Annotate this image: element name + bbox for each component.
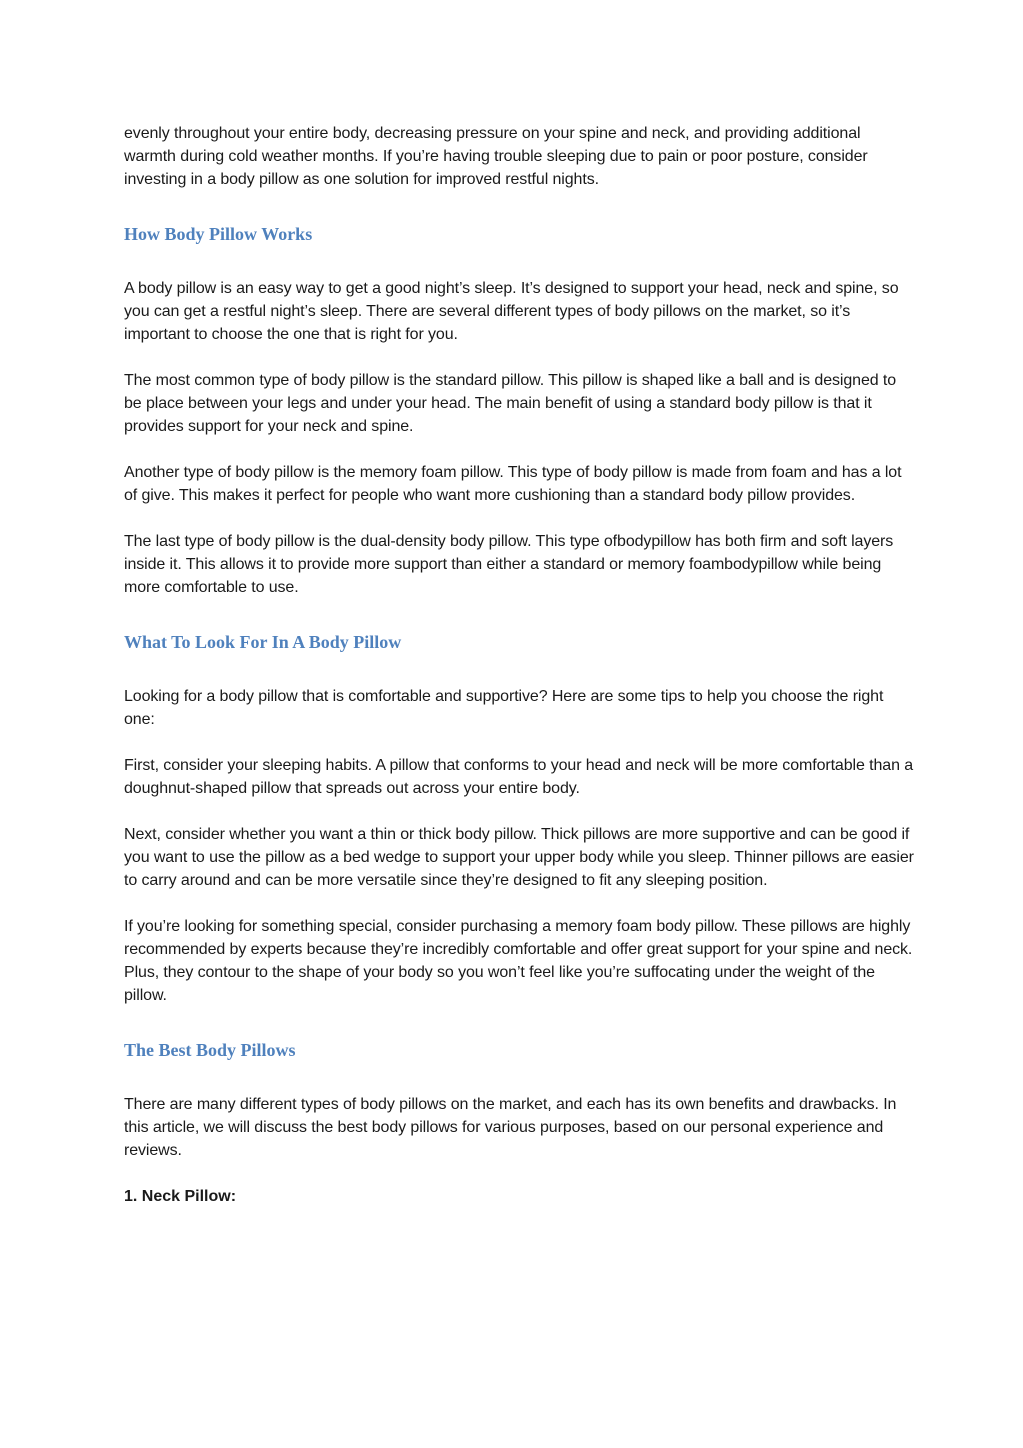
paragraph: Next, consider whether you want a thin or thick body pillow. Thick pillows are more supportive and can be good if you want to use the pillow as a bed wedge to support your upper body while you sleep. Thinner pillows are easier to carry around and can be more versatile since they’re designed to fit any sleeping position. xyxy=(124,826,914,889)
section-heading-best-body-pillows: The Best Body Pillows xyxy=(124,1040,296,1060)
paragraph: The last type of body pillow is the dual-density body pillow. This type ofbodypillow has both firm and soft layers inside it. This allows it to provide more support than either a standard or memory foambodypillow while being more comfortable to use. xyxy=(124,533,894,596)
section-heading-how-body-pillow-works: How Body Pillow Works xyxy=(124,224,313,244)
paragraph: First, consider your sleeping habits. A pillow that conforms to your head and neck will be more comfortable than a doughnut-shaped pillow that spreads out across your entire body. xyxy=(124,757,914,797)
section-heading-what-to-look-for: What To Look For In A Body Pillow xyxy=(124,632,402,652)
paragraph: Another type of body pillow is the memory foam pillow. This type of body pillow is made from foam and has a lot of give. This makes it perfect for people who want more cushioning than a standard body pillow provides. xyxy=(124,464,902,504)
list-subheading-neck-pillow: 1. Neck Pillow: xyxy=(124,1188,237,1205)
intro-paragraph: evenly throughout your entire body, decreasing pressure on your spine and neck, and providing additional warmth during cold weather months. If you’re having trouble sleeping due to pain or poor posture, consider investing in a body pillow as one solution for improved restful nights. xyxy=(124,125,868,188)
paragraph: A body pillow is an easy way to get a good night’s sleep. It’s designed to support your head, neck and spine, so you can get a restful night’s sleep. There are several different types of body pillows on the market, so it’s important to choose the one that is right for you. xyxy=(124,280,899,343)
paragraph: The most common type of body pillow is the standard pillow. This pillow is shaped like a ball and is designed to be place between your legs and under your head. The main benefit of using a standard body pillow is that it provides support for your neck and spine. xyxy=(124,372,897,435)
document-page xyxy=(124,122,914,1208)
paragraph: If you’re looking for something special, consider purchasing a memory foam body pillow. These pillows are highly recommended by experts because they’re incredibly comfortable and offer great support for your spine and neck. Plus, they contour to the shape of your body so you won’t feel like you’re suffocating under the weight of the pillow. xyxy=(124,918,913,1004)
paragraph: There are many different types of body pillows on the market, and each has its own benefits and drawbacks. In this article, we will discuss the best body pillows for various purposes, based on our personal experience and reviews. xyxy=(124,1096,897,1159)
paragraph: Looking for a body pillow that is comfortable and supportive? Here are some tips to help you choose the right one: xyxy=(124,688,884,728)
